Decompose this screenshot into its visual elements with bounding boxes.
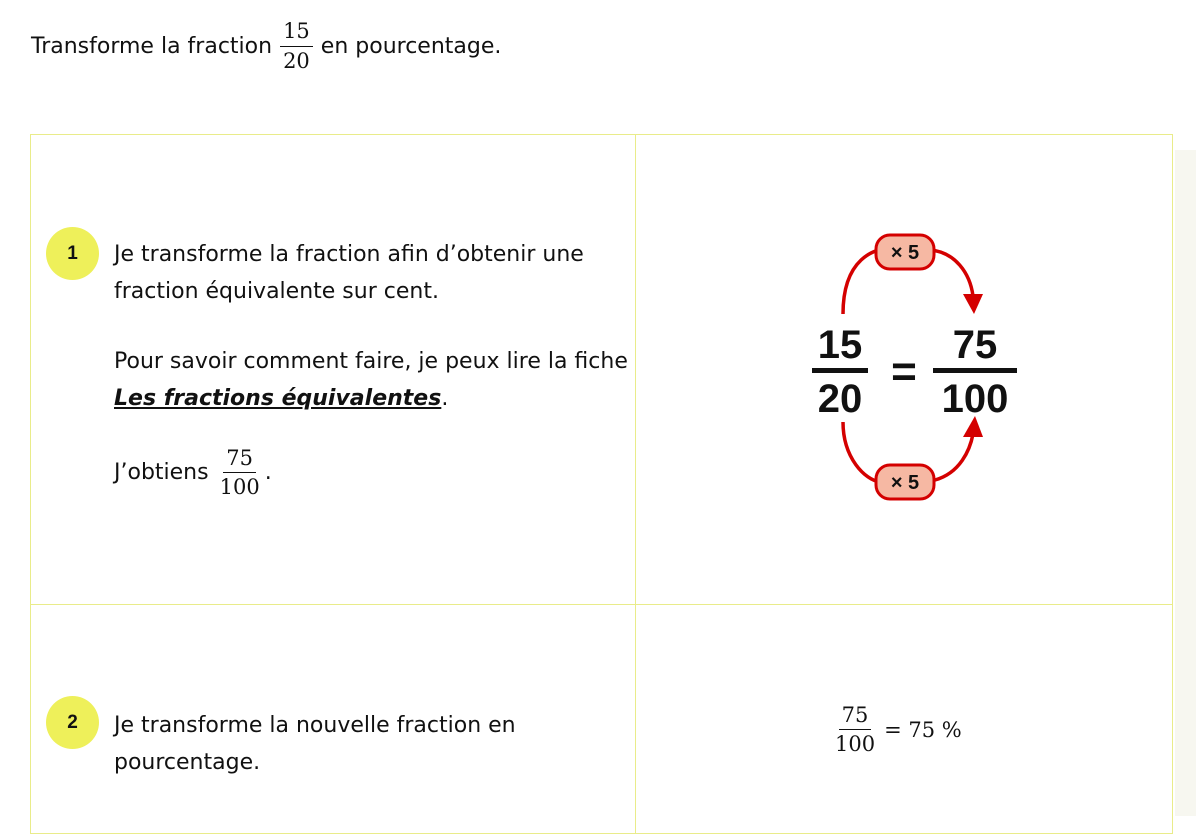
step-1-line1: Je transforme la fraction afin d’obtenir une fraction équivalente sur cent.	[114, 242, 584, 304]
result-fraction	[832, 703, 878, 756]
column-divider	[635, 135, 636, 833]
diagram-right-numerator: 75	[952, 323, 998, 367]
statement-fraction	[280, 19, 313, 72]
diagram-right-denominator: 100	[941, 377, 1009, 421]
statement-fraction-denominator: 20	[283, 48, 310, 73]
percentage-result	[832, 703, 962, 756]
step-1-line2-before: Pour savoir comment faire, je peux lire la fiche	[114, 349, 628, 374]
step-2-badge: 2	[46, 696, 99, 749]
side-shade	[1175, 150, 1196, 816]
step-1-obtain-numerator: 75	[223, 446, 256, 473]
step-2-text: Je transforme la nouvelle fraction en pourcentage.	[114, 713, 516, 775]
equivalent-fractions-link[interactable]: Les fractions équivalentes	[114, 386, 442, 411]
step-1-obtain-denominator: 100	[219, 475, 260, 500]
result-equals-percentage: = 75 %	[884, 717, 962, 742]
diagram-left-denominator: 20	[817, 377, 863, 421]
top-arrowhead	[963, 294, 983, 314]
diagram-svg	[780, 218, 1040, 508]
top-multiplier-label: × 5	[890, 242, 920, 264]
step-1-obtain-fraction	[217, 446, 263, 499]
diagram-equals: =	[891, 347, 917, 396]
diagram-right-fraction-bar	[933, 368, 1017, 373]
exercise-statement	[31, 14, 501, 78]
diagram-left-numerator: 15	[817, 323, 863, 367]
equivalent-fraction-diagram	[780, 218, 1040, 512]
result-denominator: 100	[835, 732, 876, 757]
step-1-obtain-label: J’obtiens	[114, 460, 209, 486]
step-1-line2-after: .	[441, 386, 449, 411]
bottom-arc-left	[843, 422, 880, 482]
step-1-badge: 1	[46, 227, 99, 280]
step-1-text	[114, 236, 634, 532]
step-1-obtain-period: .	[264, 460, 272, 486]
statement-fraction-numerator: 15	[280, 19, 313, 46]
top-arc-right	[930, 250, 973, 296]
result-numerator: 75	[839, 703, 872, 730]
row-divider	[31, 604, 1172, 605]
step-1-line2	[114, 343, 634, 417]
bottom-arc-right	[935, 434, 973, 480]
statement-text-before: Transforme la fraction	[31, 33, 273, 59]
step-1-obtain	[114, 446, 634, 499]
statement-text-after: en pourcentage.	[320, 33, 502, 59]
bottom-multiplier-label: × 5	[890, 472, 920, 494]
diagram-left-fraction-bar	[812, 368, 868, 373]
